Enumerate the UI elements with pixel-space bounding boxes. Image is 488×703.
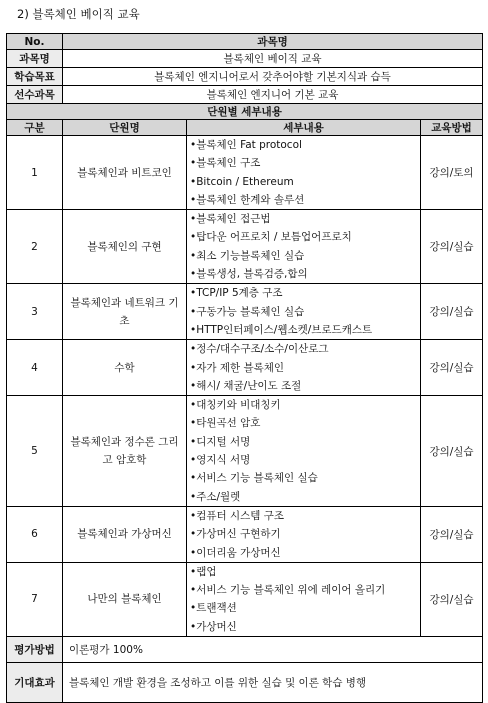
unit-number: 7 [7, 562, 63, 636]
detail-item: • 해시/ 채굴/난이도 조절 [190, 377, 420, 395]
unit-row [7, 340, 483, 396]
detail-item: • 주소/월렛 [190, 488, 420, 506]
prereq-value: 블록체인 엔지니어 기본 교육 [63, 86, 483, 104]
unit-detail [187, 506, 421, 562]
detail-list [190, 136, 420, 209]
detail-list [190, 210, 420, 283]
course-table [6, 33, 483, 703]
detail-header: 세부내용 [187, 120, 421, 136]
effect-value: 블록체인 개발 환경을 조성하고 이를 위한 실습 및 이론 학습 병행 [63, 663, 483, 703]
prereq-label: 선수과목 [7, 86, 63, 104]
unit-detail [187, 210, 421, 284]
unit-detail [187, 340, 421, 396]
unit-method: 강의/실습 [421, 506, 483, 562]
effect-row [7, 663, 483, 703]
unit-row [7, 562, 483, 636]
course-name-label: 과목명 [7, 50, 63, 68]
detail-item: • 가상머신 구현하기 [190, 525, 420, 543]
detail-list [190, 340, 420, 395]
detail-item: • 이더리움 가상머신 [190, 544, 420, 562]
detail-item: • 타원곡선 암호 [190, 414, 420, 432]
detail-item: • 블록체인 구조 [190, 154, 420, 172]
detail-item: • 대칭키와 비대칭키 [190, 396, 420, 414]
detail-item: • 트랜잭션 [190, 599, 420, 617]
detail-item: • 컴퓨터 시스템 구조 [190, 507, 420, 525]
effect-label: 기대효과 [7, 663, 63, 703]
detail-item: • 자가 제한 블록체인 [190, 359, 420, 377]
unit-method: 강의/실습 [421, 284, 483, 340]
unit-row [7, 136, 483, 210]
detail-item: • 최소 기능블록체인 실습 [190, 247, 420, 265]
detail-item: • 블록체인 Fat protocol [190, 136, 420, 154]
goal-value: 블록체인 엔지니어로서 갖추어야할 기본지식과 습득 [63, 68, 483, 86]
detail-item: • HTTP인터페이스/웹소켓/브로드캐스트 [190, 321, 420, 339]
unit-header: 단원명 [63, 120, 187, 136]
detail-item: • 탑다운 어프로치 / 보틈업어프로치 [190, 228, 420, 246]
unit-detail [187, 136, 421, 210]
unit-row [7, 506, 483, 562]
unit-method: 강의/실습 [421, 562, 483, 636]
detail-item: • 정수/대수구조/소수/이산로그 [190, 340, 420, 358]
evaluation-row [7, 637, 483, 663]
course-name-row [7, 50, 483, 68]
unit-number: 5 [7, 396, 63, 507]
detail-item: • 랩업 [190, 563, 420, 581]
detail-item: • 서비스 기능 블록체인 위에 레이어 올리기 [190, 581, 420, 599]
unit-number: 4 [7, 340, 63, 396]
unit-method: 강의/실습 [421, 396, 483, 507]
goal-label: 학습목표 [7, 68, 63, 86]
detail-title-row [7, 104, 483, 120]
detail-item: • 가상머신 [190, 618, 420, 636]
unit-name: 블록체인과 정수론 그리고 암호학 [63, 396, 187, 507]
unit-name: 블록체인과 네트워크 기초 [63, 284, 187, 340]
unit-method: 강의/토의 [421, 136, 483, 210]
unit-name: 나만의 블록체인 [63, 562, 187, 636]
unit-name: 수학 [63, 340, 187, 396]
section-heading: 2) 블록체인 베이직 교육 [17, 7, 140, 21]
detail-item: • 블록체인 한계와 솔루션 [190, 191, 420, 209]
detail-item: • 영지식 서명 [190, 451, 420, 469]
evaluation-label: 평가방법 [7, 637, 63, 663]
detail-list [190, 507, 420, 562]
method-header: 교육방법 [421, 120, 483, 136]
detail-item: • 서비스 기능 블록체인 실습 [190, 469, 420, 487]
unit-name: 블록체인과 가상머신 [63, 506, 187, 562]
detail-list [190, 284, 420, 339]
detail-item: • 블록생성, 블록검증,합의 [190, 265, 420, 283]
detail-list [190, 563, 420, 636]
detail-item: • 디지털 서명 [190, 433, 420, 451]
detail-item: • Bitcoin / Ethereum [190, 173, 420, 191]
unit-name: 블록체인과 비트코인 [63, 136, 187, 210]
detail-item: • TCP/IP 5계층 구조 [190, 284, 420, 302]
detail-item: • 블록체인 접근법 [190, 210, 420, 228]
prereq-row [7, 86, 483, 104]
unit-number: 3 [7, 284, 63, 340]
unit-detail [187, 284, 421, 340]
unit-detail [187, 396, 421, 507]
goal-row [7, 68, 483, 86]
header-row [7, 34, 483, 50]
division-header: 구분 [7, 120, 63, 136]
unit-number: 2 [7, 210, 63, 284]
detail-title: 단원별 세부내용 [7, 104, 483, 120]
detail-list [190, 396, 420, 506]
course-name-value: 블록체인 베이직 교육 [63, 50, 483, 68]
unit-name: 블록체인의 구현 [63, 210, 187, 284]
unit-row [7, 210, 483, 284]
no-header: No. [7, 34, 63, 50]
unit-row [7, 396, 483, 507]
evaluation-value: 이론평가 100% [63, 637, 483, 663]
unit-row [7, 284, 483, 340]
unit-number: 1 [7, 136, 63, 210]
unit-number: 6 [7, 506, 63, 562]
course-header: 과목명 [63, 34, 483, 50]
column-header-row [7, 120, 483, 136]
detail-item: • 구동가능 블록체인 실습 [190, 303, 420, 321]
unit-detail [187, 562, 421, 636]
unit-method: 강의/실습 [421, 340, 483, 396]
unit-method: 강의/실습 [421, 210, 483, 284]
